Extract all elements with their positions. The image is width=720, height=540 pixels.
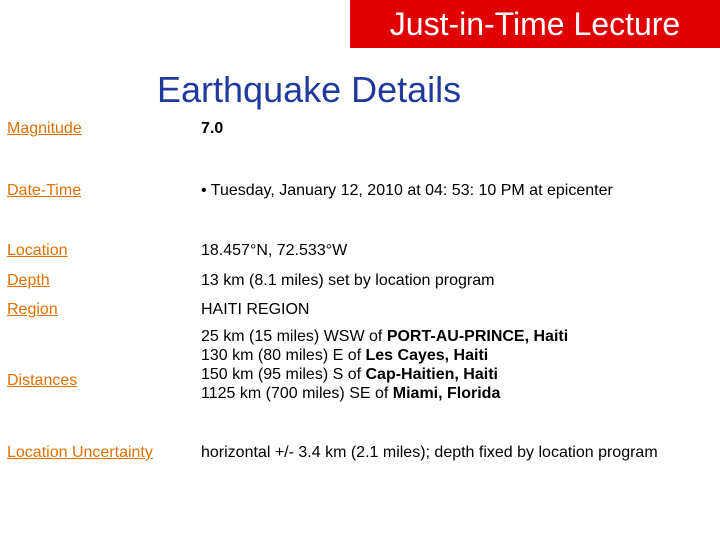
uncertainty-label: Location Uncertainty (7, 444, 153, 461)
magnitude-label: Magnitude (7, 120, 82, 137)
depth-label: Depth (7, 272, 50, 289)
page-title: Earthquake Details (157, 69, 462, 110)
datetime-label: Date-Time (7, 182, 82, 199)
region-label: Region (7, 301, 58, 318)
region-value: HAITI REGION (201, 301, 310, 318)
distance-line: 130 km (80 miles) E of Les Cayes, Haiti (201, 347, 489, 364)
distance-line: 1125 km (700 miles) SE of Miami, Florida (201, 385, 501, 402)
magnitude-value: 7.0 (201, 120, 224, 137)
location-value: 18.457°N, 72.533°W (201, 242, 348, 259)
lecture-banner: Just-in-Time Lecture (348, 0, 720, 50)
location-label: Location (7, 242, 68, 259)
datetime-value: • Tuesday, January 12, 2010 at 04: 53: 10 PM at epicenter (201, 182, 613, 199)
distance-place: Miami, Florida (392, 385, 501, 402)
distance-place: Cap-Haitien, Haiti (365, 366, 498, 383)
distance-line: 150 km (95 miles) S of Cap-Haitien, Haiti (201, 366, 498, 383)
distance-place: Les Cayes, Haiti (365, 347, 489, 364)
distance-place: PORT-AU-PRINCE, Haiti (386, 328, 569, 345)
depth-value: 13 km (8.1 miles) set by location program (201, 272, 495, 289)
distance-line: 25 km (15 miles) WSW of PORT-AU-PRINCE, Haiti (201, 328, 569, 345)
distances-list (201, 327, 568, 403)
distances-label: Distances (7, 372, 78, 389)
uncertainty-value: horizontal +/- 3.4 km (2.1 miles); depth fixed by location program (201, 444, 658, 461)
